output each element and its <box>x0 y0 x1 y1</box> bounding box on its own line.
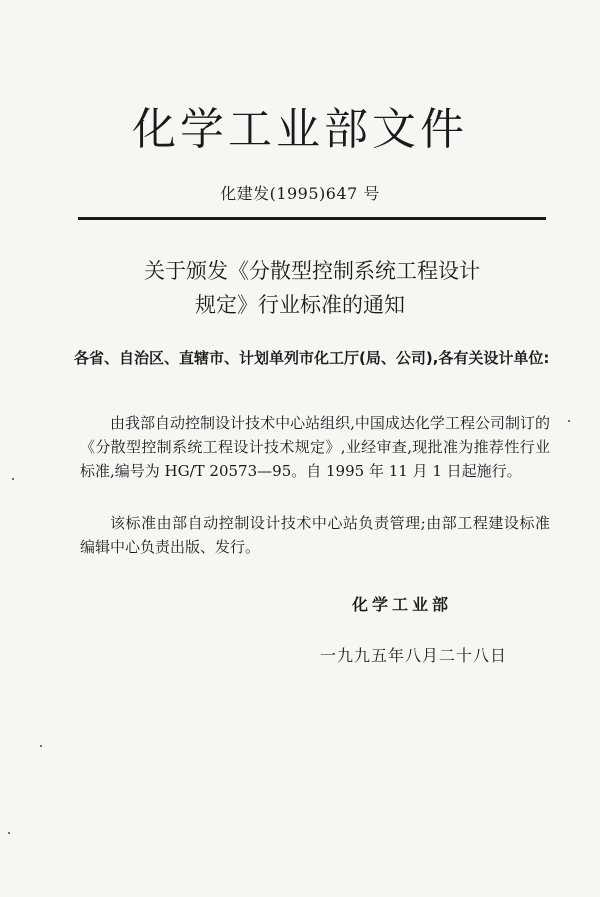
body-paragraph-2: 该标准由部自动控制设计技术中心站负责管理;由部工程建设标准编辑中心负责出版、发行。 <box>80 514 550 556</box>
scan-speck <box>568 420 570 422</box>
document-header-title: 化学工业部文件 <box>132 104 468 155</box>
addressee: 各省、自治区、直辖市、计划单列市化工厅(局、公司),各有关设计单位: <box>74 349 550 367</box>
scan-speck <box>8 832 10 834</box>
issue-date: 一九九五年八月二十八日 <box>320 646 508 665</box>
scan-speck <box>40 745 42 747</box>
document-number: 化建发(1995)647 号 <box>220 184 380 203</box>
notice-title-line-2: 规定》行业标准的通知 <box>195 293 405 317</box>
body-paragraph-1: 由我部自动控制设计技术中心站组织,中国成达化学工程公司制订的《分散型控制系统工程设计技术规定》,业经审查,现批准为推荐性行业标准,编号为 HG/T 20573—95。自 1995 年 11 月 1 日起施行。 <box>80 414 550 480</box>
header-divider <box>78 217 546 220</box>
notice-title <box>90 254 540 322</box>
issuer-signature: 化学工业部 <box>352 595 453 614</box>
notice-title-line-1: 关于颁发《分散型控制系统工程设计 <box>144 259 480 283</box>
scan-speck <box>12 478 14 480</box>
